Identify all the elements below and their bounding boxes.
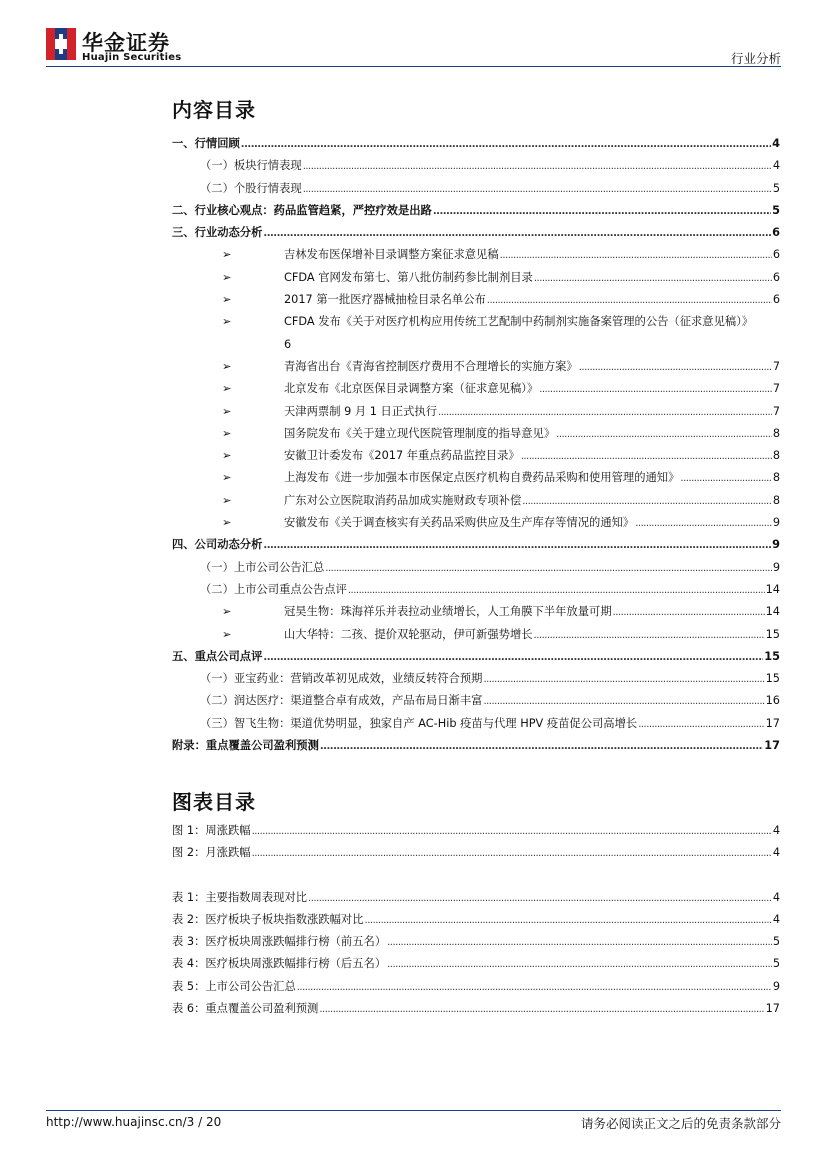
arrow-bullet-icon: ➢ xyxy=(222,449,232,463)
arrow-bullet-icon: ➢ xyxy=(222,315,232,329)
toc-entry[interactable]: ➢ 天津两票制 9 月 1 日正式执行 ..... 7 xyxy=(172,401,780,423)
toc-entry[interactable]: 二、行业核心观点：药品监管趋紧，严控疗效是出路 ..... 5 xyxy=(172,200,780,222)
toc-entry[interactable]: （二）个股行情表现 ..... 5 xyxy=(172,178,780,200)
arrow-bullet-icon: ➢ xyxy=(222,516,232,530)
toc-entry[interactable]: 三、行业动态分析 ..... 6 xyxy=(172,222,780,244)
figure-entry[interactable]: 图 2：月涨跌幅 ..... 4 xyxy=(172,842,780,864)
list-of-figures xyxy=(172,820,780,1020)
toc-entry[interactable]: ➢ 国务院发布《关于建立现代医院管理制度的指导意见》 ..... 8 xyxy=(172,423,780,445)
table-of-contents xyxy=(172,133,780,757)
table-entry[interactable]: 表 2：医疗板块子板块指数涨跌幅对比 ..... 4 xyxy=(172,909,780,931)
toc-entry[interactable]: （二）润达医疗：渠道整合卓有成效，产品布局日渐丰富 ..... 16 xyxy=(172,690,780,712)
arrow-bullet-icon: ➢ xyxy=(222,270,232,284)
table-entry[interactable]: 表 6：重点覆盖公司盈利预测 ..... 17 xyxy=(172,998,780,1020)
toc-entry[interactable]: ➢ CFDA 发布《关于对医疗机构应用传统工艺配制中药制剂实施备案管理的公告（征求意见稿）》 6 xyxy=(172,311,780,356)
toc-entry[interactable]: （一）亚宝药业：营销改革初见成效，业绩反转符合预期 ..... 15 xyxy=(172,668,780,690)
arrow-bullet-icon: ➢ xyxy=(222,293,232,307)
toc-entry[interactable]: （三）智飞生物：渠道优势明显，独家自产 AC-Hib 疫苗与代理 HPV 疫苗促公司高增长 ..... 17 xyxy=(172,713,780,735)
table-entry[interactable]: 表 3：医疗板块周涨跌幅排行榜（前五名） ..... 5 xyxy=(172,931,780,953)
toc-entry[interactable]: ➢ CFDA 官网发布第七、第八批仿制药参比制剂目录 ..... 6 xyxy=(172,267,780,289)
footer-disclaimer: 请务必阅读正文之后的免责条款部分 xyxy=(580,1116,781,1131)
toc-entry[interactable]: 四、公司动态分析 ..... 9 xyxy=(172,534,780,556)
toc-entry[interactable]: ➢ 北京发布《北京医保目录调整方案（征求意见稿）》 ..... 7 xyxy=(172,378,780,400)
arrow-bullet-icon: ➢ xyxy=(222,359,232,373)
figure-entry[interactable]: 图 1：周涨跌幅 ..... 4 xyxy=(172,820,780,842)
arrow-bullet-icon: ➢ xyxy=(222,471,232,485)
toc-entry[interactable]: ➢ 广东对公立医院取消药品加成实施财政专项补偿 ..... 8 xyxy=(172,490,780,512)
toc-entry[interactable]: ➢ 吉林发布医保增补目录调整方案征求意见稿 ..... 6 xyxy=(172,244,780,266)
toc-entry[interactable]: 五、重点公司点评 ..... 15 xyxy=(172,646,780,668)
figures-title: 图表目录 xyxy=(172,790,256,814)
brand-subtitle: Huajin Securities xyxy=(82,52,182,63)
footer-divider xyxy=(46,1110,781,1111)
arrow-bullet-icon: ➢ xyxy=(222,605,232,619)
arrow-bullet-icon: ➢ xyxy=(222,248,232,262)
toc-entry[interactable]: ➢ 冠昊生物：珠海祥乐并表拉动业绩增长，人工角膜下半年放量可期 ..... 14 xyxy=(172,601,780,623)
toc-entry[interactable]: （二）上市公司重点公告点评 ..... 14 xyxy=(172,579,780,601)
brand-name: 华金证券 xyxy=(82,31,170,55)
table-entry[interactable]: 表 1：主要指数周表现对比 ..... 4 xyxy=(172,887,780,909)
arrow-bullet-icon: ➢ xyxy=(222,426,232,440)
toc-entry[interactable]: ➢ 青海省出台《青海省控制医疗费用不合理增长的实施方案》 ..... 7 xyxy=(172,356,780,378)
table-entry[interactable]: 表 4：医疗板块周涨跌幅排行榜（后五名） ..... 5 xyxy=(172,953,780,975)
footer-url-page[interactable]: http://www.huajinsc.cn/3 / 20 xyxy=(46,1115,222,1129)
header-divider xyxy=(46,66,781,67)
table-entry[interactable]: 表 5：上市公司公告汇总 ..... 9 xyxy=(172,976,780,998)
toc-entry[interactable]: （一）板块行情表现 ..... 4 xyxy=(172,155,780,177)
toc-entry[interactable]: ➢ 安徽卫计委发布《2017 年重点药品监控目录》 ..... 8 xyxy=(172,445,780,467)
toc-entry[interactable]: （一）上市公司公告汇总 ..... 9 xyxy=(172,557,780,579)
toc-entry[interactable]: ➢ 上海发布《进一步加强本市医保定点医疗机构自费药品采购和使用管理的通知》 ..... 8 xyxy=(172,467,780,489)
arrow-bullet-icon: ➢ xyxy=(222,382,232,396)
report-category: 行业分析 xyxy=(730,51,781,66)
toc-entry[interactable]: 一、行情回顾 ..... 4 xyxy=(172,133,780,155)
arrow-bullet-icon: ➢ xyxy=(222,404,232,418)
page-header xyxy=(0,0,827,70)
huajin-logo-icon xyxy=(46,28,76,60)
arrow-bullet-icon: ➢ xyxy=(222,493,232,507)
toc-entry[interactable]: ➢ 2017 第一批医疗器械抽检目录名单公布 ..... 6 xyxy=(172,289,780,311)
toc-entry[interactable]: 附录：重点覆盖公司盈利预测 ..... 17 xyxy=(172,735,780,757)
arrow-bullet-icon: ➢ xyxy=(222,627,232,641)
toc-entry[interactable]: ➢ 山大华特：二孩、提价双轮驱动，伊可新强势增长 ..... 15 xyxy=(172,624,780,646)
toc-entry[interactable]: ➢ 安徽发布《关于调查核实有关药品采购供应及生产库存等情况的通知》 ..... 9 xyxy=(172,512,780,534)
toc-title: 内容目录 xyxy=(172,98,256,122)
